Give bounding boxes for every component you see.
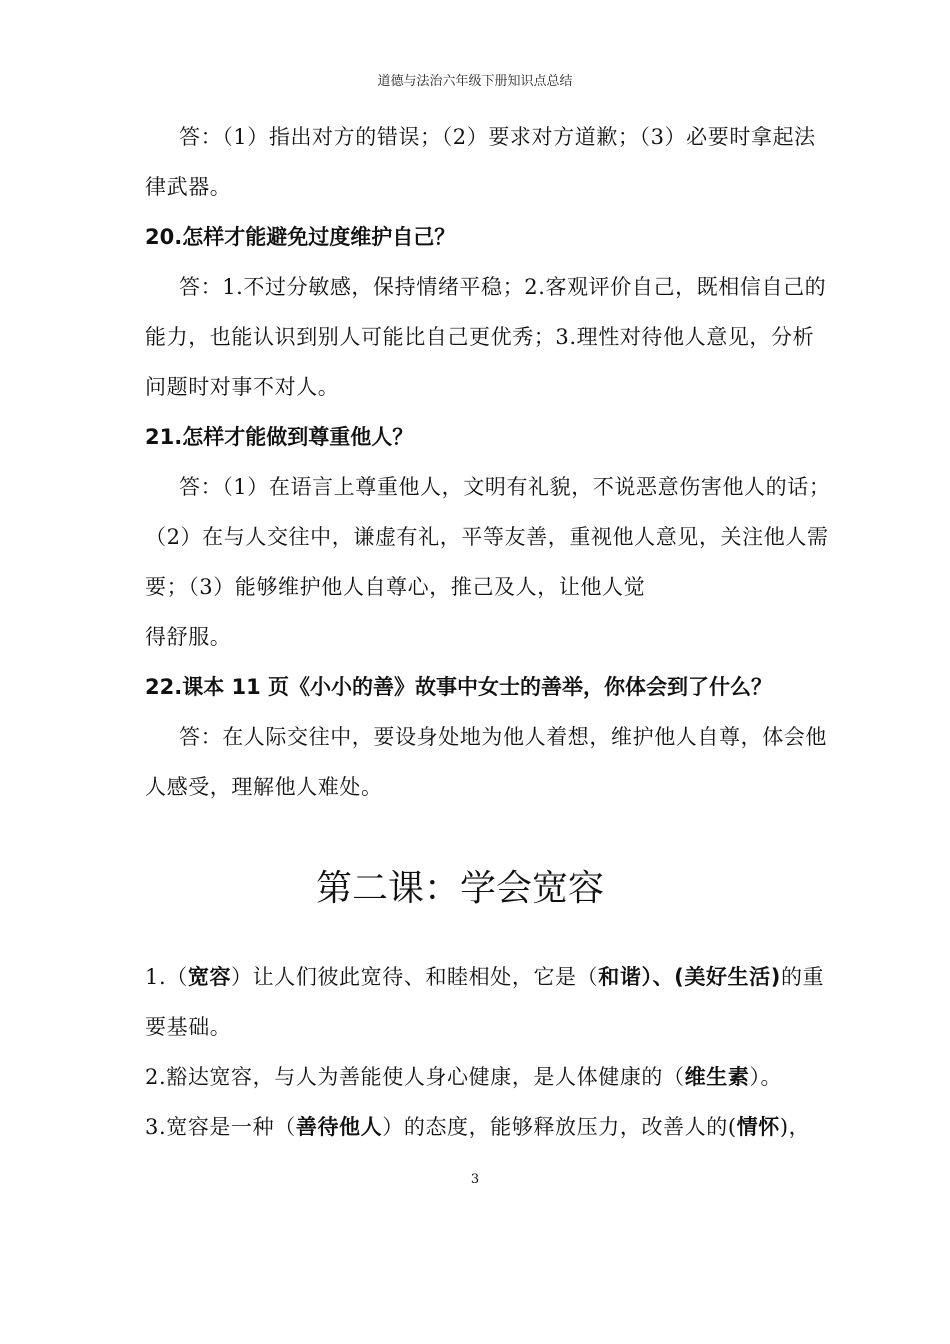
lesson-item-2 xyxy=(145,1052,835,1102)
item-text: )， xyxy=(779,1115,811,1139)
item-text: 的重要基础。 xyxy=(145,965,825,1039)
keyword: 宽容 xyxy=(187,965,232,989)
question-21: 21.怎样才能做到尊重他人？ xyxy=(145,425,414,449)
page-number: 3 xyxy=(470,1172,480,1187)
answer-22: 答：在人际交往中，要设身处地为他人着想，维护他人自尊，体会他人感受，理解他人难处。 xyxy=(145,725,827,799)
document-body xyxy=(145,112,835,1152)
item-text: 1.（ xyxy=(145,965,188,989)
answer-20: 答：1.不过分敏感，保持情绪平稳；2.客观评价自己，既相信自己的能力，也能认识到别人可能比自己更优秀；3.理性对待他人意见，分析问题时对事不对人。 xyxy=(145,275,827,399)
lesson-item-3 xyxy=(145,1102,835,1152)
answer-21: 答：（1）在语言上尊重他人，文明有礼貌，不说恶意伤害他人的话；（2）在与人交往中，谦虚有礼，平等友善，重视他人意见，关注他人需要；（3）能够维护他人自尊心，推己及人，让他人觉 xyxy=(145,475,831,599)
keyword: 和谐 xyxy=(598,965,642,989)
item-text: ）让人们彼此宽待、和睦相处，它是（ xyxy=(231,965,599,989)
answer-21-continued: 得舒服。 xyxy=(145,625,232,649)
keyword: 善待他人 xyxy=(295,1115,383,1139)
question-20: 20.怎样才能避免过度维护自己？ xyxy=(145,225,456,249)
item-text: 3.宽容是一种（ xyxy=(145,1115,296,1139)
keyword: (美好生活) xyxy=(674,965,781,989)
question-22: 22.课本 11 页《小小的善》故事中女士的善举，你体会到了什么？ xyxy=(145,675,773,699)
keyword: 情怀 xyxy=(736,1115,780,1139)
item-text: ）。 xyxy=(749,1065,783,1089)
lesson-title: 第二课：学会宽容 xyxy=(315,868,604,909)
answer-19: 答：（1）指出对方的错误；（2）要求对方道歉；（3）必要时拿起法律武器。 xyxy=(145,125,816,199)
item-text: 2.豁达宽容，与人为善能使人身心健康，是人体健康的（ xyxy=(145,1065,685,1089)
item-text: ）、 xyxy=(641,965,675,989)
lesson-item-1 xyxy=(145,952,835,1052)
item-text: ）的态度，能够释放压力，改善人的( xyxy=(382,1115,737,1139)
keyword: 维生素 xyxy=(684,1065,750,1089)
page-header: 道德与法治六年级下册知识点总结 xyxy=(377,74,573,89)
